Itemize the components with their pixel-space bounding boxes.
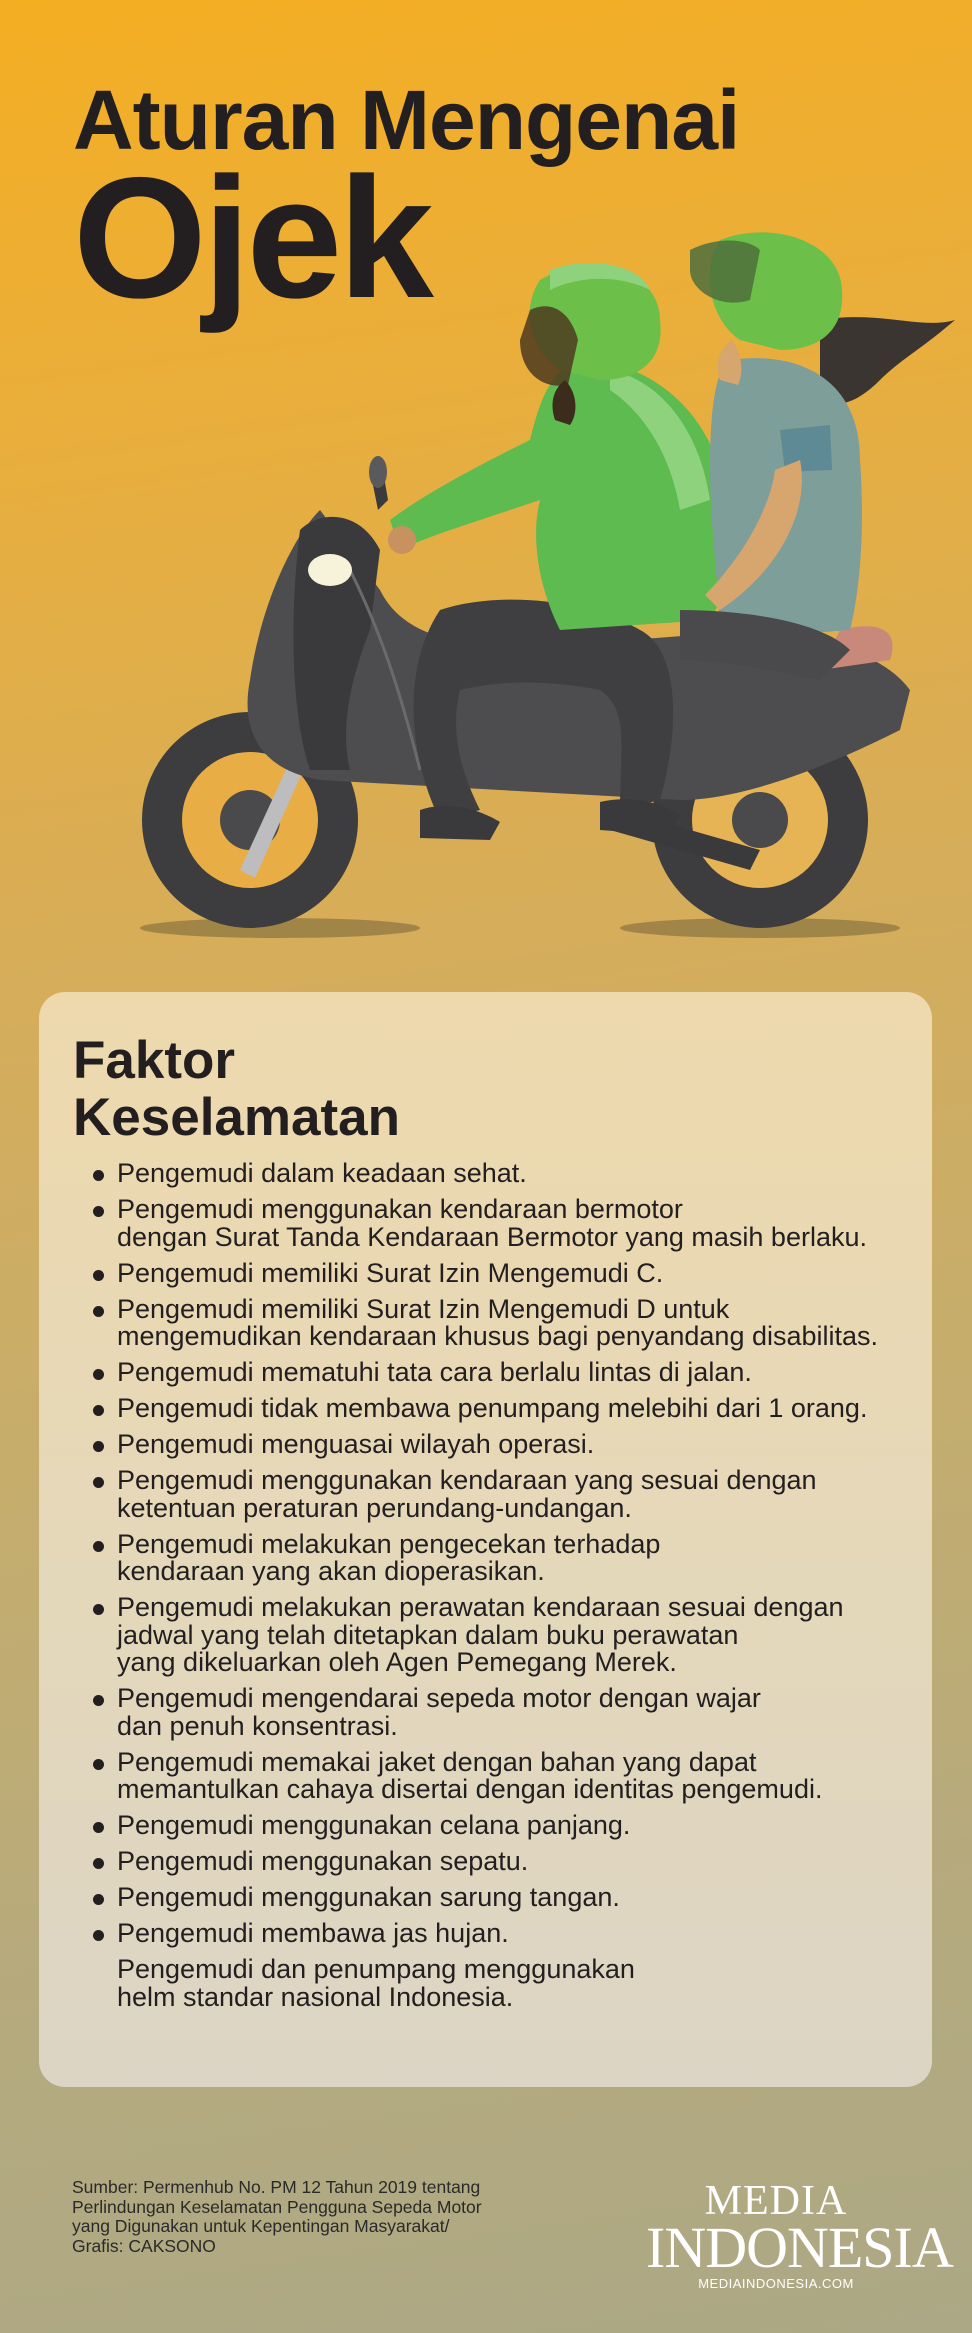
list-item-text: Pengemudi melakukan pengecekan terhadap kendaraan yang akan dioperasikan. [117, 1528, 661, 1586]
card-heading: Faktor Keselamatan [73, 1031, 401, 1147]
list-item [73, 1160, 913, 1188]
list-item [73, 1196, 913, 1251]
logo-url: MEDIAINDONESIA.COM [698, 2276, 854, 2291]
safety-factors-list [73, 1160, 913, 2020]
bullet-icon [93, 1541, 104, 1552]
bullet-icon [93, 1759, 104, 1770]
list-item-text: Pengemudi menggunakan celana panjang. [117, 1810, 631, 1840]
list-item-text: Pengemudi dalam keadaan sehat. [117, 1158, 527, 1188]
logo-line1: MEDIA [704, 2178, 848, 2224]
bullet-icon [93, 1206, 104, 1217]
bullet-icon [93, 1441, 104, 1452]
list-item-text: Pengemudi tidak membawa penumpang melebihi dari 1 orang. [117, 1393, 868, 1423]
bullet-icon [93, 1695, 104, 1706]
bullet-icon [93, 1858, 104, 1869]
list-item [73, 1359, 913, 1387]
bullet-icon [93, 1477, 104, 1488]
bullet-icon [93, 1270, 104, 1281]
list-item [73, 1467, 913, 1522]
logo-line2: INDONESIA [646, 2215, 953, 2280]
list-item-text: Pengemudi menggunakan kendaraan yang sesuai dengan ketentuan peraturan perundang-undangan. [117, 1465, 817, 1523]
safety-factors-card [39, 992, 932, 2087]
ojek-rider-illustration [120, 210, 960, 950]
list-item-text: Pengemudi memakai jaket dengan bahan yang dapat memantulkan cahaya disertai dengan identitas pengemudi. [117, 1746, 823, 1804]
list-item-text: Pengemudi menguasai wilayah operasi. [117, 1429, 595, 1459]
list-item-text: Pengemudi menggunakan sarung tangan. [117, 1882, 620, 1912]
list-item-text: Pengemudi mengendarai sepeda motor dengan wajar dan penuh konsentrasi. [117, 1683, 761, 1741]
bullet-icon [93, 1170, 104, 1181]
list-item [73, 1956, 913, 2011]
headlight [308, 554, 352, 586]
list-item [73, 1685, 913, 1740]
list-item-text: Pengemudi memiliki Surat Izin Mengemudi D untuk mengemudikan kendaraan khusus bagi penyandang disabilitas. [117, 1293, 879, 1351]
list-item-text: Pengemudi membawa jas hujan. [117, 1918, 509, 1948]
list-item [73, 1431, 913, 1459]
list-item-text: Pengemudi dan penumpang menggunakan helm standar nasional Indonesia. [117, 1954, 635, 2012]
bullet-icon [93, 1306, 104, 1317]
list-item [73, 1848, 913, 1876]
list-item-text: Pengemudi menggunakan sepatu. [117, 1846, 529, 1876]
bullet-icon [93, 1822, 104, 1833]
bullet-icon [93, 1604, 104, 1615]
page-title-line2: Ojek [73, 142, 430, 334]
list-item-text: Pengemudi melakukan perawatan kendaraan sesuai dengan jadwal yang telah ditetapkan dalam buku perawatan yang dikeluarkan oleh Agen Pemegang Merek. [117, 1592, 844, 1677]
list-item-text: Pengemudi memiliki Surat Izin Mengemudi C. [117, 1257, 664, 1288]
passenger-hair [820, 317, 955, 404]
bullet-icon [93, 1369, 104, 1380]
bullet-icon [93, 1930, 104, 1941]
list-item [73, 1257, 913, 1288]
media-indonesia-logo [646, 2178, 953, 2292]
list-item [73, 1395, 913, 1423]
list-item-text: Pengemudi mematuhi tata cara berlalu lintas di jalan. [117, 1357, 752, 1387]
source-credit: Sumber: Permenhub No. PM 12 Tahun 2019 tentang Perlindungan Keselamatan Pengguna Sepeda Motor yang Digunakan untuk Kepentingan Masyarakat/ Grafis: CAKSONO [72, 2177, 482, 2256]
list-item [73, 1293, 913, 1351]
bullet-icon [93, 1405, 104, 1416]
list-item [73, 1920, 913, 1948]
list-item [73, 1594, 913, 1677]
list-item [73, 1528, 913, 1586]
page-title-line1: Aturan Mengenai [73, 73, 740, 167]
list-item [73, 1746, 913, 1804]
list-item [73, 1812, 913, 1840]
list-item-text: Pengemudi menggunakan kendaraan bermotor dengan Surat Tanda Kendaraan Bermotor yang masih berlaku. [117, 1194, 867, 1252]
list-item [73, 1884, 913, 1912]
bullet-icon [93, 1894, 104, 1905]
